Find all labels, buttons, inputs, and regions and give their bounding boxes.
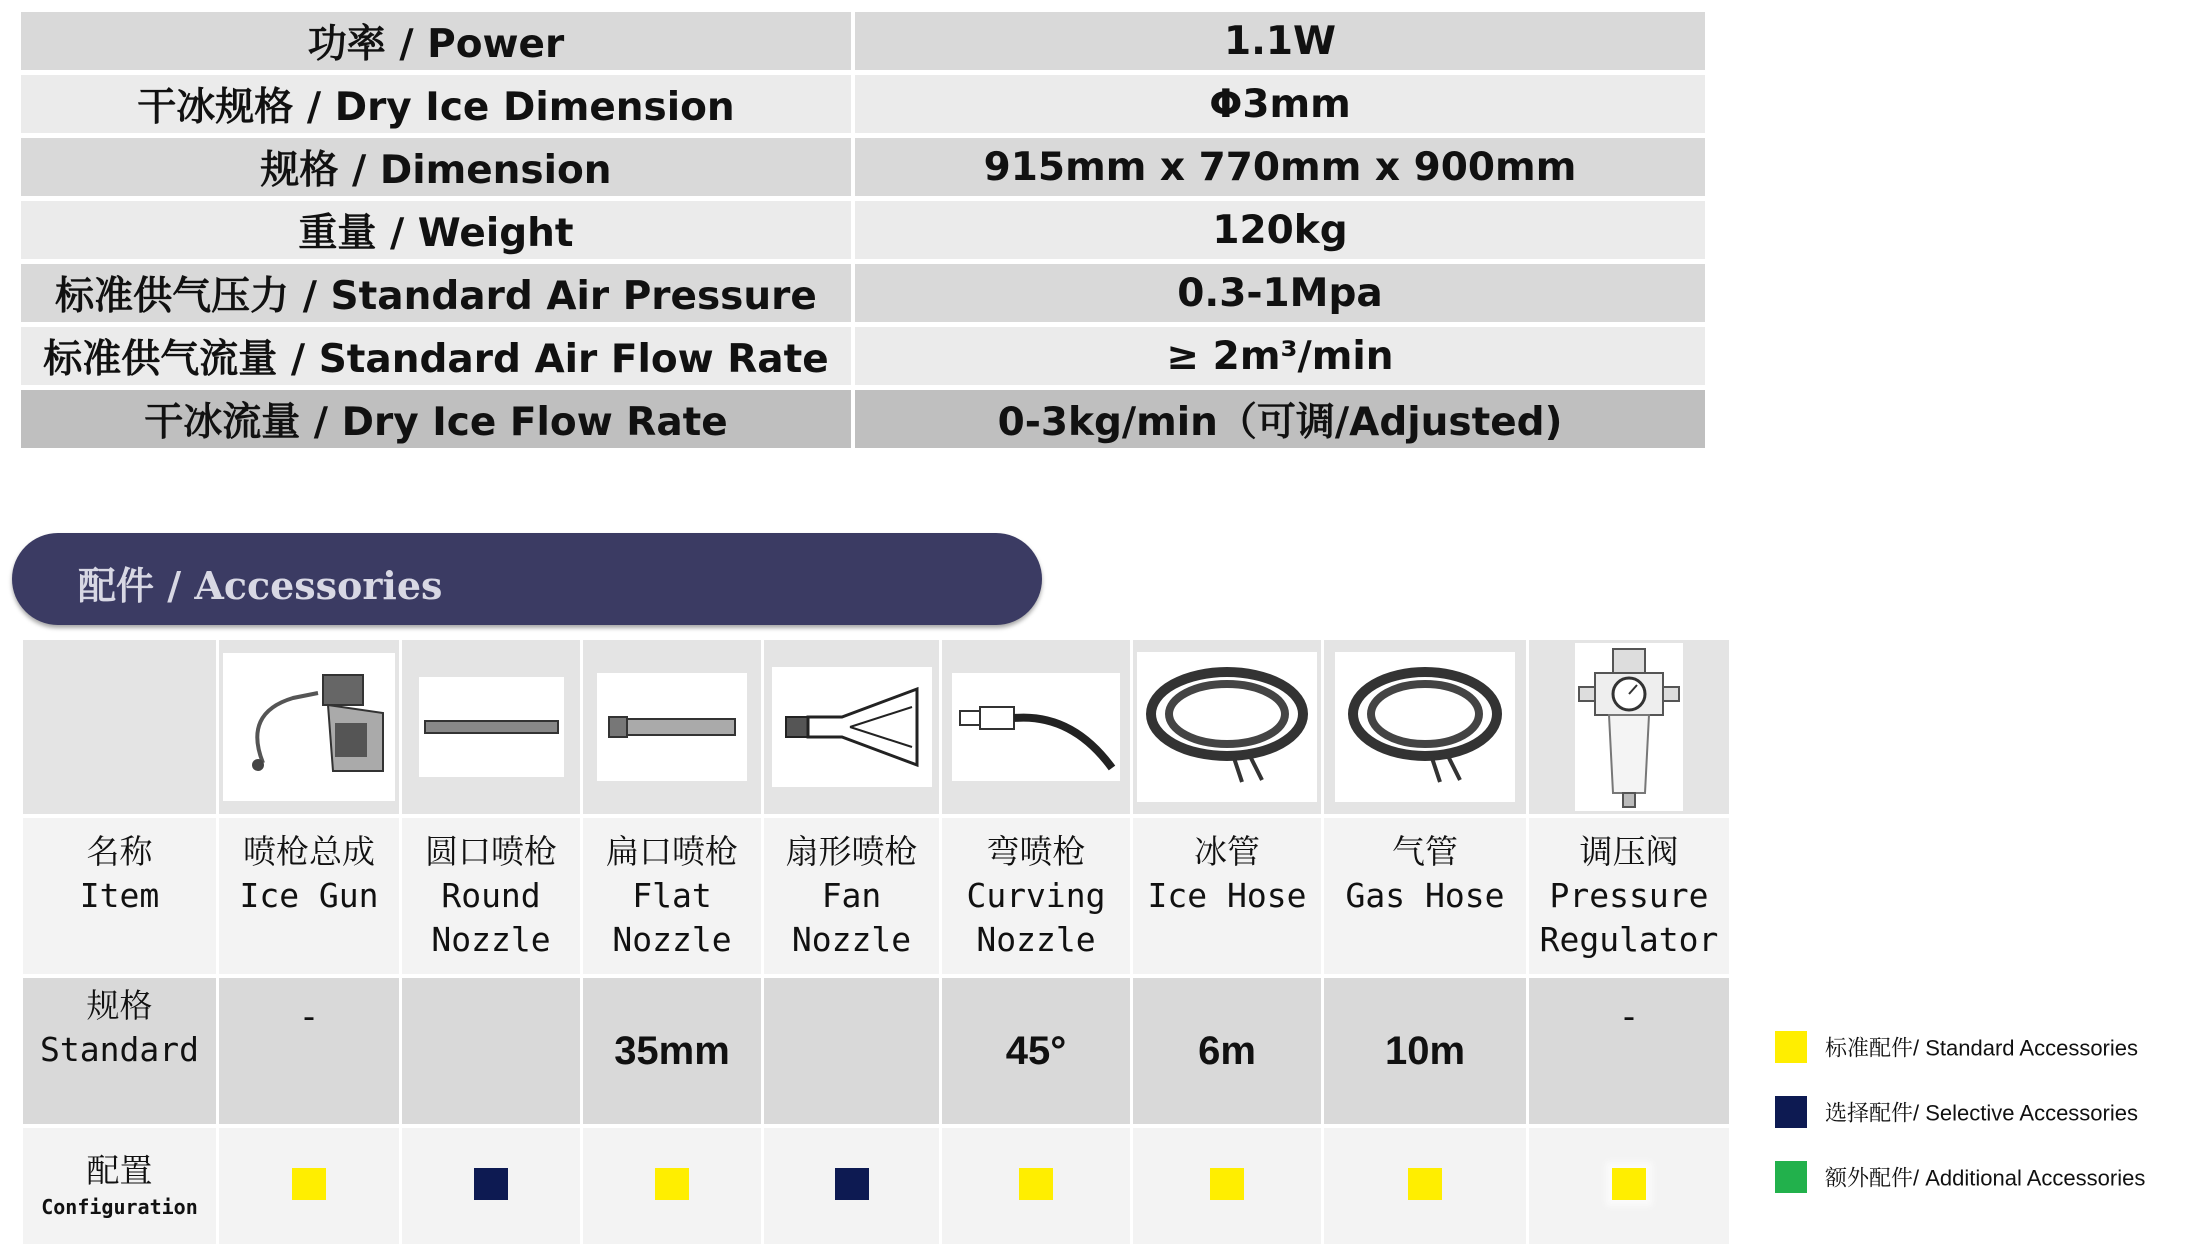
row-label-item <box>23 818 219 978</box>
legend-label: 额外配件/ Additional Accessories <box>1825 1165 2146 1191</box>
item-name-cn: 弯喷枪 <box>986 832 1086 871</box>
spec-row <box>21 327 1705 390</box>
spec-value: 0.3-1Mpa <box>855 264 1705 327</box>
item-name-en: Curving <box>966 876 1106 915</box>
item-name-cn: 调压阀 <box>1579 832 1679 871</box>
standard-indicator <box>1019 1168 1053 1200</box>
standard-value: 10m <box>1384 1028 1466 1073</box>
row-label-cn: 配置 <box>86 1151 153 1190</box>
spec-label: 规格 / Dimension <box>21 138 855 201</box>
item-name-en: Nozzle <box>791 920 912 959</box>
additional-swatch <box>1775 1161 1807 1193</box>
item-name-en: Nozzle <box>431 920 551 959</box>
item-name-en: Ice Hose <box>1147 876 1307 915</box>
standard-row <box>23 978 1732 1128</box>
standard-cell <box>219 978 402 1128</box>
config-cell <box>1133 1128 1324 1248</box>
spec-label: 标准供气压力 / Standard Air Pressure <box>21 264 855 327</box>
ice-hose-icon <box>1137 652 1317 802</box>
config-cell <box>402 1128 583 1248</box>
item-name-en: Fan <box>821 876 882 915</box>
flat-nozzle-icon <box>597 673 747 781</box>
row-label-cn: 名称 <box>86 832 153 871</box>
gas-hose-icon <box>1335 652 1515 802</box>
spec-value: 120kg <box>855 201 1705 264</box>
selective-swatch <box>1775 1096 1807 1128</box>
legend-item-additional <box>1775 1161 2145 1193</box>
image-row <box>23 640 1732 818</box>
item-name-cn: 冰管 <box>1194 832 1260 871</box>
legend-item-standard <box>1775 1031 2138 1063</box>
spec-label: 功率 / Power <box>21 12 855 75</box>
standard-cell <box>402 978 583 1128</box>
item-name-en: Regulator <box>1539 920 1719 959</box>
item-name-en: Nozzle <box>976 920 1096 959</box>
item-name-cn: 圆口喷枪 <box>425 832 557 871</box>
spec-label: 标准供气流量 / Standard Air Flow Rate <box>21 327 855 390</box>
row-label-configuration <box>23 1128 219 1248</box>
round-nozzle-icon <box>419 677 564 777</box>
item-name-en: Flat <box>632 876 712 915</box>
fan-nozzle-icon <box>772 667 932 787</box>
standard-cell <box>1324 978 1529 1128</box>
selective-indicator <box>474 1168 508 1200</box>
config-cell <box>1529 1128 1732 1248</box>
legend-item-selective <box>1775 1096 2138 1128</box>
row-label-en: Item <box>79 876 160 915</box>
spec-label: 干冰规格 / Dry Ice Dimension <box>21 75 855 138</box>
item-image-cell <box>1324 640 1529 818</box>
accessories-title: 配件 / Accessories <box>78 563 443 608</box>
item-name-cell <box>402 818 583 978</box>
standard-indicator <box>655 1168 689 1200</box>
item-image-cell <box>219 640 402 818</box>
config-cell <box>942 1128 1133 1248</box>
standard-indicator <box>292 1168 326 1200</box>
item-name-en: Pressure <box>1549 876 1709 915</box>
item-image-cell <box>583 640 764 818</box>
standard-cell <box>764 978 942 1128</box>
row-label-standard <box>23 978 219 1128</box>
item-name-cell <box>942 818 1133 978</box>
standard-value: 45° <box>1005 1028 1067 1073</box>
item-name-cell <box>583 818 764 978</box>
selective-indicator <box>835 1168 869 1200</box>
item-image-cell <box>1529 640 1732 818</box>
item-name-en: Ice Gun <box>239 876 379 915</box>
row-label-en: Standard <box>40 1030 199 1069</box>
config-cell <box>219 1128 402 1248</box>
empty-header-cell <box>23 640 219 818</box>
standard-cell <box>583 978 764 1128</box>
standard-cell <box>1529 978 1732 1128</box>
configuration-row <box>23 1128 1732 1248</box>
item-image-cell <box>1133 640 1324 818</box>
spec-row <box>21 138 1705 201</box>
standard-value: - <box>1622 997 1636 1037</box>
spec-value: 1.1W <box>855 12 1705 75</box>
standard-value: 35mm <box>614 1028 730 1073</box>
item-name-cn: 扁口喷枪 <box>606 832 738 871</box>
accessories-table <box>23 640 1732 1248</box>
standard-indicator <box>1210 1168 1244 1200</box>
item-image-cell <box>942 640 1133 818</box>
row-label-cn: 规格 <box>86 986 153 1025</box>
row-label-en: Configuration <box>41 1195 198 1219</box>
item-name-cell <box>219 818 402 978</box>
spec-value: ≥ 2m³/min <box>855 327 1705 390</box>
config-cell <box>583 1128 764 1248</box>
ice-gun-icon <box>223 653 395 801</box>
legend-label: 标准配件/ Standard Accessories <box>1825 1035 2139 1061</box>
accessories-banner <box>12 533 1042 625</box>
spec-label: 重量 / Weight <box>21 201 855 264</box>
item-name-cn: 扇形喷枪 <box>785 832 918 871</box>
spec-row <box>21 75 1705 138</box>
spec-label: 干冰流量 / Dry Ice Flow Rate <box>21 390 855 453</box>
standard-indicator <box>1408 1168 1442 1200</box>
pressure-regulator-icon <box>1575 643 1683 811</box>
standard-indicator <box>1612 1168 1646 1200</box>
spec-value: 0-3kg/min（可调/Adjusted) <box>855 390 1705 453</box>
standard-swatch <box>1775 1031 1807 1063</box>
spec-value: 915mm x 770mm x 900mm <box>855 138 1705 201</box>
spec-row <box>21 390 1705 453</box>
item-name-cell <box>764 818 942 978</box>
name-row <box>23 818 1732 978</box>
item-name-cn: 喷枪总成 <box>243 832 375 871</box>
standard-cell <box>1133 978 1324 1128</box>
item-name-cell <box>1529 818 1732 978</box>
curving-nozzle-icon <box>952 673 1120 781</box>
item-name-cell <box>1324 818 1529 978</box>
spec-value: Φ3mm <box>855 75 1705 138</box>
standard-cell <box>942 978 1133 1128</box>
config-cell <box>764 1128 942 1248</box>
item-name-en: Round <box>441 876 541 915</box>
item-image-cell <box>764 640 942 818</box>
item-name-cn: 气管 <box>1392 832 1458 871</box>
config-cell <box>1324 1128 1529 1248</box>
legend-label: 选择配件/ Selective Accessories <box>1825 1100 2138 1126</box>
item-name-en: Gas Hose <box>1345 876 1505 915</box>
item-name-en: Nozzle <box>612 920 732 959</box>
standard-value: - <box>302 997 316 1037</box>
standard-value: 6m <box>1198 1028 1256 1073</box>
item-name-cell <box>1133 818 1324 978</box>
spec-row <box>21 201 1705 264</box>
spec-row <box>21 264 1705 327</box>
item-image-cell <box>402 640 583 818</box>
spec-table <box>21 12 1705 453</box>
spec-row <box>21 12 1705 75</box>
